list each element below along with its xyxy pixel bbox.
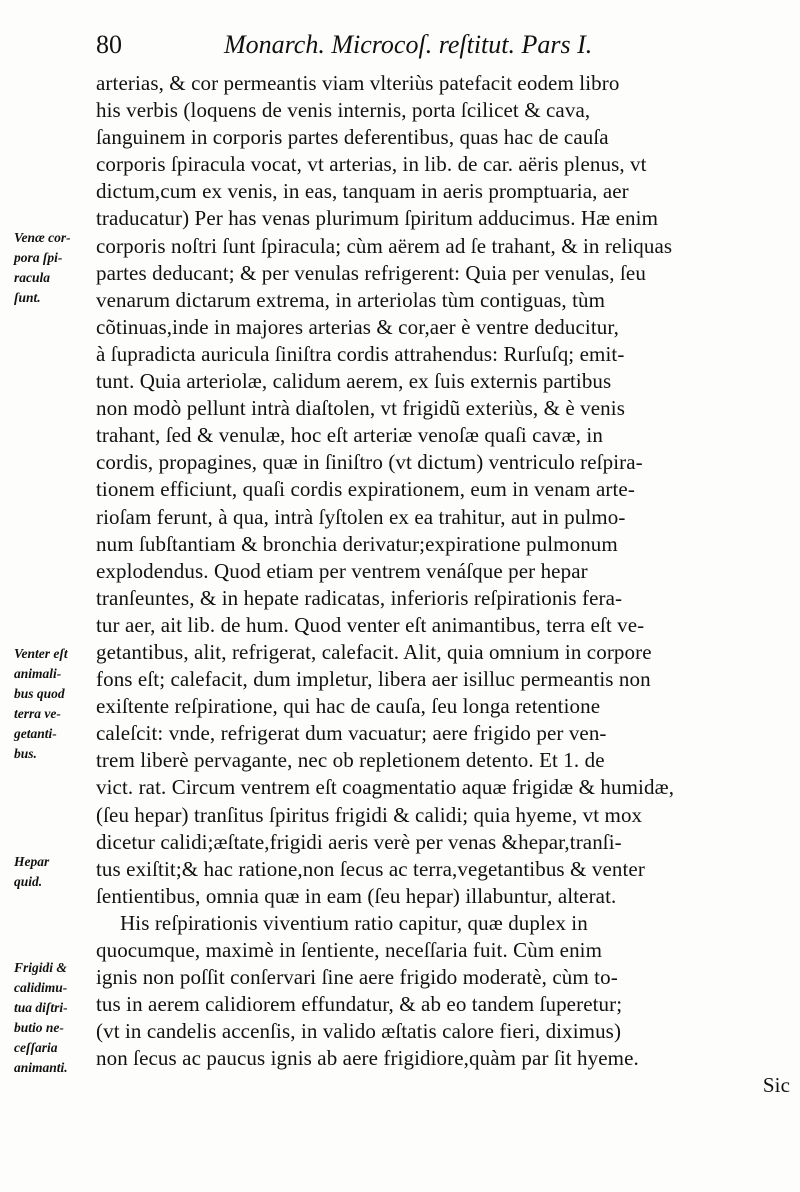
- margin-note-line: animanti.: [14, 1060, 68, 1075]
- running-title: Monarch. Microcoſ. reſtitut. Pars I.: [224, 30, 593, 59]
- text-line: tionem efficiunt, quaſi cordis expirationem, eum in venam arte-: [96, 477, 635, 502]
- text-line: ſanguinem in corporis partes deferentibus, quas hac de cauſa: [96, 125, 609, 150]
- page-number: 80: [96, 30, 122, 59]
- text-line: dictum,cum ex venis, in eas, tanquam in aeris promptuaria, aer: [96, 179, 629, 204]
- margin-note-line: Venæ cor-: [14, 230, 71, 245]
- margin-note-hepar: [14, 852, 96, 892]
- text-line: exiſtente reſpiratione, qui hac de cauſa, ſeu longa retentione: [96, 694, 601, 719]
- text-line: quocumque, maximè in ſentiente, neceſſaria fuit. Cùm enim: [96, 938, 603, 962]
- margin-note-frigidi: [14, 958, 96, 1078]
- text-line: (vt in candelis accenſis, in valido æſtatis calore fieri, diximus): [96, 1019, 622, 1044]
- margin-note-line: tua diſtri-: [14, 1000, 68, 1015]
- margin-note-line: getanti-: [14, 726, 57, 741]
- text-line: traducatur) Per has venas plurimum ſpiritum adducimus. Hæ enim: [96, 206, 659, 231]
- text-line: non ſecus ac paucus ignis ab aere frigidiore,quàm par ſit hyeme.: [96, 1046, 639, 1071]
- text-line: explodendus. Quod etiam per ventrem venáſque per hepar: [96, 558, 588, 583]
- margin-note-line: terra ve-: [14, 706, 61, 721]
- catchword: Sic: [762, 1073, 790, 1098]
- page-header: [96, 30, 786, 64]
- margin-note-line: Hepar: [14, 854, 50, 869]
- text-line: ſentientibus, omnia quæ in eam (ſeu hepar) illabuntur, alterat.: [96, 883, 617, 908]
- text-line: tranſeuntes, & in hepate radicatas, inferioris reſpirationis fera-: [96, 585, 623, 610]
- text-line: rioſam ferunt, à qua, intrà ſyſtolen ex ea trahitur, aut in pulmo-: [96, 504, 626, 529]
- margin-note-line: calidimu-: [14, 980, 68, 995]
- margin-note-line: butio ne-: [14, 1020, 64, 1035]
- text-line: vict. rat. Circum ventrem eſt coagmentatio aquæ frigidæ & humidæ,: [96, 775, 675, 800]
- text-line: trahant, ſed & venulæ, hoc eſt arteriæ venoſæ quaſi cavæ, in: [96, 423, 603, 448]
- margin-note-line: Frigidi &: [14, 960, 67, 975]
- text-line: his verbis (loquens de venis internis, porta ſcilicet & cava,: [96, 98, 591, 123]
- text-line: tur aer, ait lib. de hum. Quod venter eſt animantibus, terra eſt ve-: [96, 612, 645, 637]
- margin-note-line: bus.: [14, 746, 37, 761]
- text-line: partes deducant; & per venulas refrigerent: Quia per venulas, ſeu: [96, 260, 646, 285]
- margin-note-line: ſunt.: [14, 290, 41, 305]
- margin-note-line: pora ſpi-: [14, 250, 63, 265]
- text-line: cõtinuas,inde in majores arterias & cor,aer è ventre deducitur,: [96, 314, 619, 339]
- text-line: à ſupradicta auricula ſiniſtra cordis attrahendus: Rurſuſq; emit-: [96, 341, 625, 366]
- text-line: dicetur calidi;æſtate,frigidi aeris verè per venas &hepar,tranſi-: [96, 829, 622, 854]
- text-line: corporis ſpiracula vocat, vt arterias, in lib. de car. aëris plenus, vt: [96, 152, 647, 177]
- text-line: fons eſt; calefacit, dum impletur, libera aer isilluc permeantis non: [96, 667, 651, 692]
- margin-note-line: ceſſaria: [14, 1040, 58, 1055]
- margin-note-line: Venter eſt: [14, 646, 68, 661]
- margin-note-line: racula: [14, 270, 51, 285]
- text-line: caleſcit: vnde, refrigerat dum vacuatur; aere frigido per ven-: [96, 721, 607, 746]
- text-line: trem liberè pervagante, nec ob repletionem detento. Et 1. de: [96, 748, 605, 773]
- margin-note-line: quid.: [14, 874, 43, 889]
- text-line: tus exiſtit;& hac ratione,non ſecus ac terra,vegetantibus & venter: [96, 856, 645, 881]
- paragraph-start-line: His reſpirationis viventium ratio capitur, quæ duplex in: [120, 910, 588, 935]
- margin-note-venae: [14, 228, 96, 308]
- margin-note-venter: [14, 644, 96, 764]
- margin-note-line: bus quod: [14, 686, 65, 701]
- text-line: arterias, & cor permeantis viam vlteriùs patefacit eodem libro: [96, 71, 620, 95]
- text-line: ignis non poſſit conſervari ſine aere frigido moderatè, cùm to-: [96, 965, 618, 990]
- text-line: non modò pellunt intrà diaſtolen, vt frigidũ exteriùs, & è venis: [96, 396, 625, 421]
- text-line: venarum dictarum extrema, in arteriolas tùm contiguas, tùm: [96, 287, 606, 312]
- text-line: corporis noſtri ſunt ſpiracula; cùm aërem ad ſe trahant, & in reliquas: [96, 233, 673, 258]
- text-line: tus in aerem calidiorem effundatur, & ab eo tandem ſuperetur;: [96, 992, 623, 1017]
- body-text: [96, 70, 790, 1100]
- text-line: getantibus, alit, refrigerat, calefacit. Alit, quia omnium in corpore: [96, 639, 652, 664]
- text-line: tunt. Quia arteriolæ, calidum aerem, ex ſuis externis partibus: [96, 369, 612, 394]
- text-line: cordis, propagines, quæ in ſiniſtro (vt dictum) ventriculo reſpira-: [96, 450, 643, 475]
- margin-note-line: animali-: [14, 666, 62, 681]
- text-line: (ſeu hepar) tranſitus ſpiritus frigidi & calidi; quia hyeme, vt mox: [96, 802, 643, 827]
- text-line: num ſubſtantiam & bronchia derivatur;expiratione pulmonum: [96, 531, 618, 556]
